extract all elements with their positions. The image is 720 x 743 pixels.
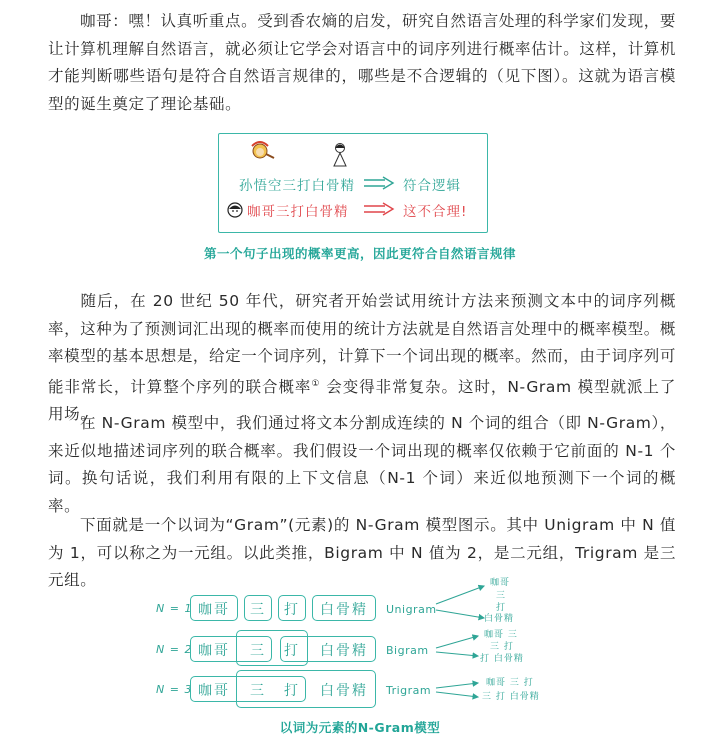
- paragraph-history-text-end: 会变得非常复杂。这时，N-Gram 模型就派上了用场。: [48, 377, 676, 424]
- n-label-3: N = 3: [156, 683, 193, 696]
- word-1: 咖哥: [198, 643, 230, 659]
- footnote-marker[interactable]: ①: [311, 378, 321, 389]
- word-1: 咖哥: [198, 602, 230, 618]
- word-1: 咖哥: [198, 683, 230, 699]
- paragraph-example-text: 下面就是一个以词为“Gram”(元素)的 N-Gram 模型图示。其中 Unigram 中 N 值为 1，可以称之为一元组。以此类推，Bigram 中 N 值为 2，是二元组，Trigram 是三元组。: [48, 516, 676, 589]
- output-unigram-1: 咖哥: [490, 578, 511, 588]
- model-label-unigram: Unigram: [386, 603, 437, 616]
- output-bigram-1: 咖哥 三: [484, 630, 518, 640]
- paragraph-ngram-text: 在 N-Gram 模型中，我们通过将文本分割成连续的 N 个词的组合（即 N-Gram），来近似地描述词序列的联合概率。我们假设一个词出现的概率仅依赖于它前面的 N-1 个词。换句话说，我们利用有限的上下文信息（N-1 个词）来近似地预测下一个词的概率。: [48, 414, 676, 515]
- n-label-2: N = 2: [156, 643, 193, 656]
- sentence-2: 咖哥三打白骨精: [247, 204, 349, 220]
- output-unigram-4: 白骨精: [484, 614, 515, 624]
- figure-1-caption: 第一个句子出现的概率更高，因此更符合自然语言规律: [203, 246, 516, 261]
- paragraph-intro-text: 咖哥：嘿！认真听重点。受到香农熵的启发，研究自然语言处理的科学家们发现，要让计算机理解自然语言，就必须让它学会对语言中的词序列进行概率估计。这样，计算机才能判断哪些语句是符合自然语言规律的，哪些是不合逻辑的（见下图）。这就为语言模型的诞生奠定了理论基础。: [48, 12, 676, 113]
- output-trigram-1: 咖哥 三 打: [486, 678, 534, 688]
- word-2: 三: [250, 643, 266, 659]
- output-bigram-2: 三 打: [490, 642, 514, 652]
- model-label-bigram: Bigram: [386, 644, 429, 657]
- sentence-1: 孙悟空三打白骨精: [239, 178, 355, 194]
- figure-2-caption: 以词为元素的N-Gram模型: [279, 720, 441, 735]
- n-label-1: N = 1: [156, 602, 193, 615]
- output-unigram-2: 三: [496, 591, 507, 601]
- output-trigram-2: 三 打 白骨精: [482, 692, 540, 702]
- result-2: 这不合理!: [403, 204, 468, 220]
- paragraph-history-text: 随后，在 20 世纪 50 年代，研究者开始尝试用统计方法来预测文本中的词序列概率，这种为了预测词汇出现的概率而使用的统计方法就是自然语言处理中的概率模型。概率模型的基本思想是，给定一个词序列，计算下一个词出现的概率。然而，由于词序列可能非常长，计算整个序列的联合概率: [48, 292, 676, 396]
- word-4: 白骨精: [320, 602, 368, 618]
- output-bigram-3: 打 白骨精: [480, 654, 524, 664]
- word-2: 三: [250, 602, 266, 618]
- word-3: 打: [284, 683, 300, 699]
- word-4: 白骨精: [320, 683, 368, 699]
- word-3: 打: [284, 602, 300, 618]
- model-label-trigram: Trigram: [386, 684, 432, 697]
- result-1: 符合逻辑: [403, 178, 461, 194]
- word-4: 白骨精: [320, 643, 368, 659]
- output-unigram-3: 打: [496, 603, 507, 613]
- word-3: 打: [284, 643, 300, 659]
- word-2: 三: [250, 683, 266, 699]
